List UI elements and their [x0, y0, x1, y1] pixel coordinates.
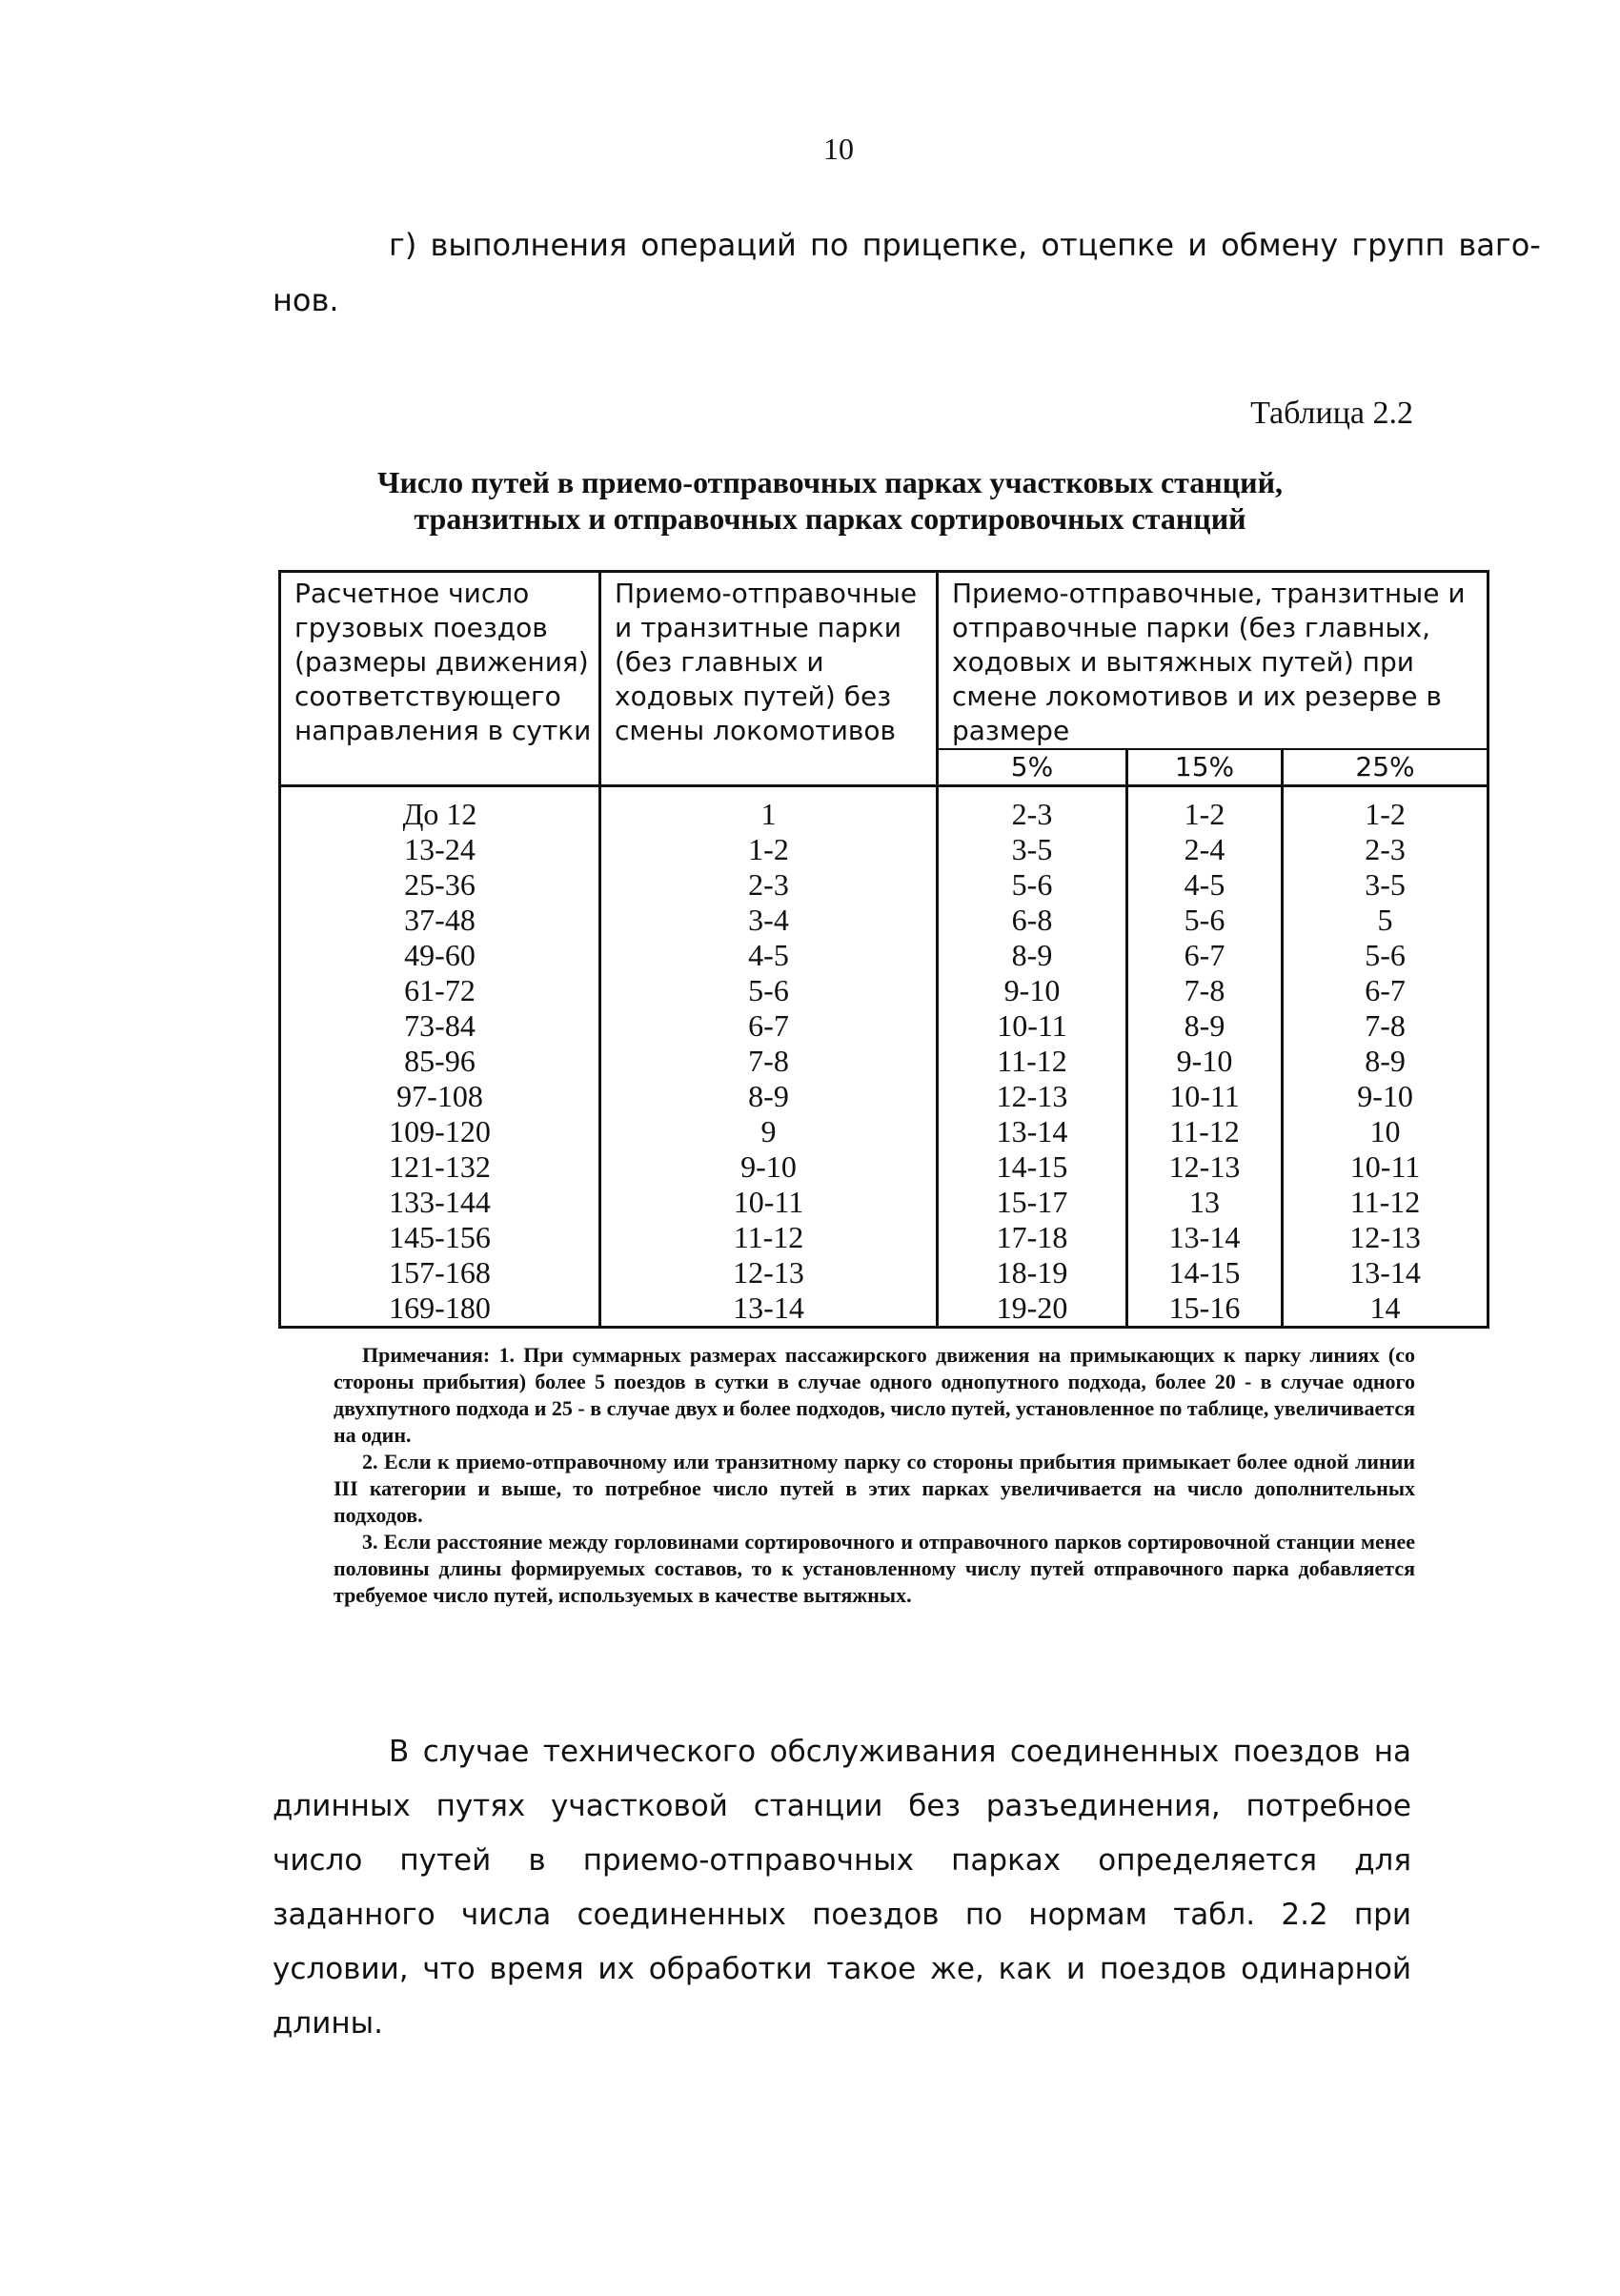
table-cell: 4-5 — [1127, 867, 1283, 903]
header-no-loco-change: Приемо-отправочные и транзитные парки (без главных и ходовых путей) без смены локомотивов — [600, 572, 938, 786]
note-3: 3. Если расстояние между горловинами сортировочного и отправочного парков сортировочной станции менее половины длины формируемых составов, то к установленному числу путей отправочного парка добавляется требуемое число путей, используемых в качестве вытяжных. — [334, 1530, 1415, 1607]
table-cell: 12-13 — [600, 1255, 938, 1290]
table-cell: 11-12 — [1283, 1185, 1488, 1220]
header-trains-per-day: Расчетное число грузовых поездов (размеры движения) соответствующего направления в сутки — [280, 572, 600, 786]
table-cell: 2-3 — [938, 786, 1127, 833]
table-cell: 2-3 — [600, 867, 938, 903]
table-cell: До 12 — [280, 786, 600, 833]
table-cell: 13-24 — [280, 832, 600, 867]
table-cell: 11-12 — [938, 1044, 1127, 1079]
page-number: 10 — [823, 132, 854, 166]
header-with-loco-change: Приемо-отправочные, транзитные и отправочные парки (без главных, ходовых и вытяжных путей) при смене локомотивов и их резерве в размере — [938, 572, 1488, 750]
table-row — [280, 1220, 1488, 1255]
table-row — [280, 1079, 1488, 1114]
table-cell: 14-15 — [938, 1149, 1127, 1185]
table-cell: 3-4 — [600, 903, 938, 938]
table-cell: 25-36 — [280, 867, 600, 903]
table-row — [280, 1044, 1488, 1079]
table-cell: 3-5 — [938, 832, 1127, 867]
table-cell: 9-10 — [1127, 1044, 1283, 1079]
table-cell: 8-9 — [600, 1079, 938, 1114]
table-row — [280, 1149, 1488, 1185]
table-cell: 9-10 — [938, 973, 1127, 1008]
table-cell: 13-14 — [938, 1114, 1127, 1149]
table-cell: 13-14 — [1283, 1255, 1488, 1290]
table-cell: 5-6 — [600, 973, 938, 1008]
table-cell: 17-18 — [938, 1220, 1127, 1255]
table-cell: 7-8 — [1283, 1008, 1488, 1044]
table-body — [280, 786, 1488, 1328]
table-cell: 6-7 — [1283, 973, 1488, 1008]
table-row — [280, 1114, 1488, 1149]
table-row — [280, 1008, 1488, 1044]
table-cell: 5-6 — [1127, 903, 1283, 938]
table-title-line-1: Число путей в приемо-отправочных парках участковых станций, — [377, 465, 1283, 499]
table-cell: 5-6 — [938, 867, 1127, 903]
table-cell: 19-20 — [938, 1290, 1127, 1328]
table-row — [280, 867, 1488, 903]
table-cell: 11-12 — [600, 1220, 938, 1255]
table-cell: 97-108 — [280, 1079, 600, 1114]
header-reserve-25: 25% — [1283, 749, 1488, 786]
table-cell: 10-11 — [600, 1185, 938, 1220]
table-cell: 14-15 — [1127, 1255, 1283, 1290]
table-notes — [334, 1342, 1415, 1609]
table-cell: 15-16 — [1127, 1290, 1283, 1328]
table-cell: 37-48 — [280, 903, 600, 938]
table-cell: 109-120 — [280, 1114, 600, 1149]
table-cell: 12-13 — [938, 1079, 1127, 1114]
table-header — [280, 572, 1488, 786]
table-cell: 169-180 — [280, 1290, 600, 1328]
table-cell: 10-11 — [1283, 1149, 1488, 1185]
table-cell: 18-19 — [938, 1255, 1127, 1290]
table-row — [280, 973, 1488, 1008]
table-cell: 13-14 — [1127, 1220, 1283, 1255]
table-cell: 157-168 — [280, 1255, 600, 1290]
table-cell: 10 — [1283, 1114, 1488, 1149]
table-cell: 2-3 — [1283, 832, 1488, 867]
table-row — [280, 1185, 1488, 1220]
table-cell: 12-13 — [1283, 1220, 1488, 1255]
table-cell: 1 — [600, 786, 938, 833]
table-cell: 5-6 — [1283, 938, 1488, 973]
table-cell: 3-5 — [1283, 867, 1488, 903]
intro-text-line-1: г) выполнения операций по прицепке, отцепке и обмену групп ваго- — [389, 227, 1541, 263]
table-cell: 15-17 — [938, 1185, 1127, 1220]
table-cell: 6-7 — [1127, 938, 1283, 973]
header-reserve-15: 15% — [1127, 749, 1283, 786]
table-cell: 4-5 — [600, 938, 938, 973]
table-cell: 8-9 — [938, 938, 1127, 973]
table-row — [280, 938, 1488, 973]
table-cell: 9-10 — [600, 1149, 938, 1185]
table-row — [280, 1290, 1488, 1328]
table-cell: 49-60 — [280, 938, 600, 973]
note-2: 2. Если к приемо-отправочному или транзитному парку со стороны прибытия примыкает более одной линии III категории и выше, то потребное число путей в этих парках увеличивается на число дополнительных подходов. — [334, 1450, 1415, 1527]
table-cell: 73-84 — [280, 1008, 600, 1044]
table-cell: 10-11 — [938, 1008, 1127, 1044]
table-title-line-2: транзитных и отправочных парках сортировочных станций — [414, 501, 1246, 536]
table-cell: 9-10 — [1283, 1079, 1488, 1114]
table-cell: 1-2 — [600, 832, 938, 867]
table-cell: 11-12 — [1127, 1114, 1283, 1149]
table-row — [280, 832, 1488, 867]
closing-paragraph — [273, 1725, 1411, 2051]
table-cell: 1-2 — [1127, 786, 1283, 833]
table-cell: 61-72 — [280, 973, 600, 1008]
intro-text-line-2: нов. — [273, 282, 339, 318]
note-1: Примечания: 1. При суммарных размерах пассажирского движения на примыкающих к парку линиях (со стороны прибытия) более 5 поездов в сутки в случае одного однопутного подхода, более 20 - в случае одного двухпутного подхода и 25 - в случае двух и более подходов, число путей, установленное по таблице, увеличивается на один. — [334, 1343, 1415, 1447]
closing-paragraph-text: В случае технического обслуживания соединенных поездов на длинных путях участковой станции без разъединения, потребное число путей в приемо-отправочных парках определяется для заданного числа соединенных поездов по нормам табл. 2.2 при условии, что время их обработки такое же, как и поездов одинарной длины. — [273, 1735, 1411, 2041]
table-cell: 145-156 — [280, 1220, 600, 1255]
table-cell: 13-14 — [600, 1290, 938, 1328]
table-cell: 5 — [1283, 903, 1488, 938]
table-cell: 133-144 — [280, 1185, 600, 1220]
table-cell: 2-4 — [1127, 832, 1283, 867]
table-row — [280, 786, 1488, 833]
table-label: Таблица 2.2 — [1250, 396, 1413, 431]
table-cell: 6-7 — [600, 1008, 938, 1044]
table-cell: 7-8 — [600, 1044, 938, 1079]
table-row — [280, 903, 1488, 938]
table-cell: 8-9 — [1127, 1008, 1283, 1044]
table-cell: 12-13 — [1127, 1149, 1283, 1185]
table-row — [280, 1255, 1488, 1290]
table-cell: 13 — [1127, 1185, 1283, 1220]
table-cell: 7-8 — [1127, 973, 1283, 1008]
table-cell: 14 — [1283, 1290, 1488, 1328]
header-reserve-5: 5% — [938, 749, 1127, 786]
table-cell: 1-2 — [1283, 786, 1488, 833]
table-cell: 6-8 — [938, 903, 1127, 938]
table-cell: 8-9 — [1283, 1044, 1488, 1079]
table-cell: 9 — [600, 1114, 938, 1149]
table-cell: 121-132 — [280, 1149, 600, 1185]
table-cell: 10-11 — [1127, 1079, 1283, 1114]
track-count-table — [278, 570, 1489, 1329]
table-cell: 85-96 — [280, 1044, 600, 1079]
